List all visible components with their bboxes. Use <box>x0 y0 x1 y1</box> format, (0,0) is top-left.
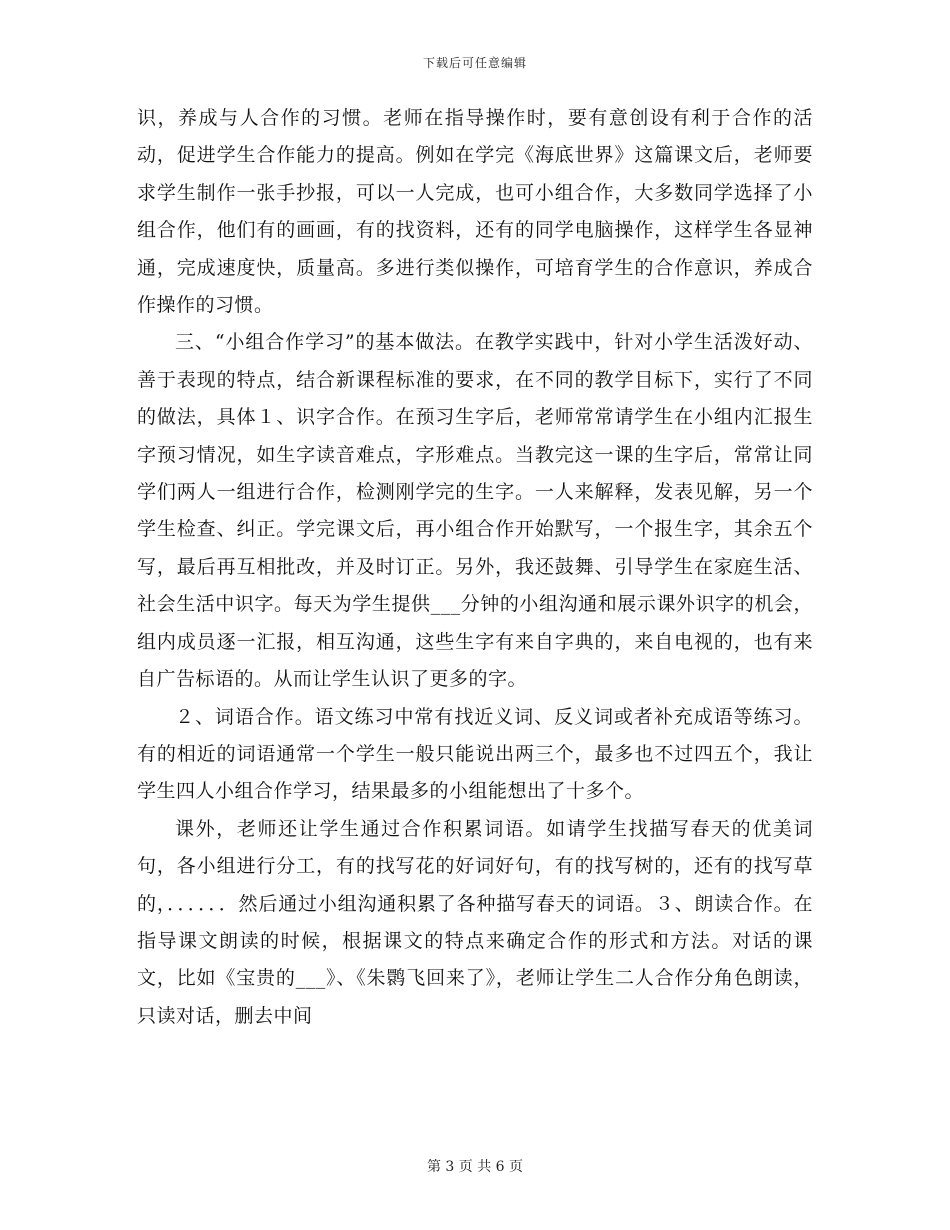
page-header: 下载后可任意编辑 <box>422 56 527 70</box>
page-number: 第 3 页 共 6 页 <box>426 1159 524 1175</box>
paragraph-continuation: 识，养成与人合作的习惯。老师在指导操作时，要有意创设有利于合作的活动，促进学生合作能力的提高。例如在学完《海底世界》这篇课文后，老师要求学生制作一张手抄报，可以一人完成，也可小组合作，大多数同学选择了小组合作，他们有的画画，有的找资料，还有的同学电脑操作，这样学生各显神通，完成速度快，质量高。多进行类似操作，可培育学生的合作意识，养成合作操作的习惯。 <box>137 107 813 317</box>
document-body <box>137 100 813 1035</box>
paragraph-word-cooperation: ２、词语合作。语文练习中常有找近义词、反义词或者补充成语等练习。有的相近的词语通常一个学生一般只能说出两三个，最多也不过四五个，我让学生四人小组合作学习，结果最多的小组能想出了十多个。 <box>137 705 813 803</box>
paragraph-section-three: 三、“小组合作学习”的基本做法。在教学实践中，针对小学生活泼好动、善于表现的特点，结合新课程标准的要求，在不同的教学目标下，实行了不同的做法，具体１、识字合作。在预习生字后，老师常常请学生在小组内汇报生字预习情况，如生字读音难点，字形难点。当教完这一课的生字后，常常让同学们两人一组进行合作，检测刚学完的生字。一人来解释，发表见解，另一个学生检查、纠正。学完课文后，再小组合作开始默写，一个报生字，其余五个写，最后再互相批改，并及时订正。另外，我还鼓舞、引导学生在家庭生活、社会生活中识字。每天为学生提供___分钟的小组沟通和展示课外识字的机会，组内成员逐一汇报，相互沟通，这些生字有来自字典的，来自电视的，也有来自广告标语的。从而让学生认识了更多的字。 <box>137 331 813 691</box>
paragraph-extracurricular: 课外，老师还让学生通过合作积累词语。如请学生找描写春天的优美词句，各小组进行分工，有的找写花的好词好句，有的找写树的，还有的找写草的，．．．．．．然后通过小组沟通积累了各种描写春天的词语。３、朗读合作。在指导课文朗读的时候，根据课文的特点来确定合作的形式和方法。对话的课文，比如《宝贵的___》、《朱鹮飞回来了》，老师让学生二人合作分角色朗读，只读对话，删去中间 <box>137 817 813 1027</box>
